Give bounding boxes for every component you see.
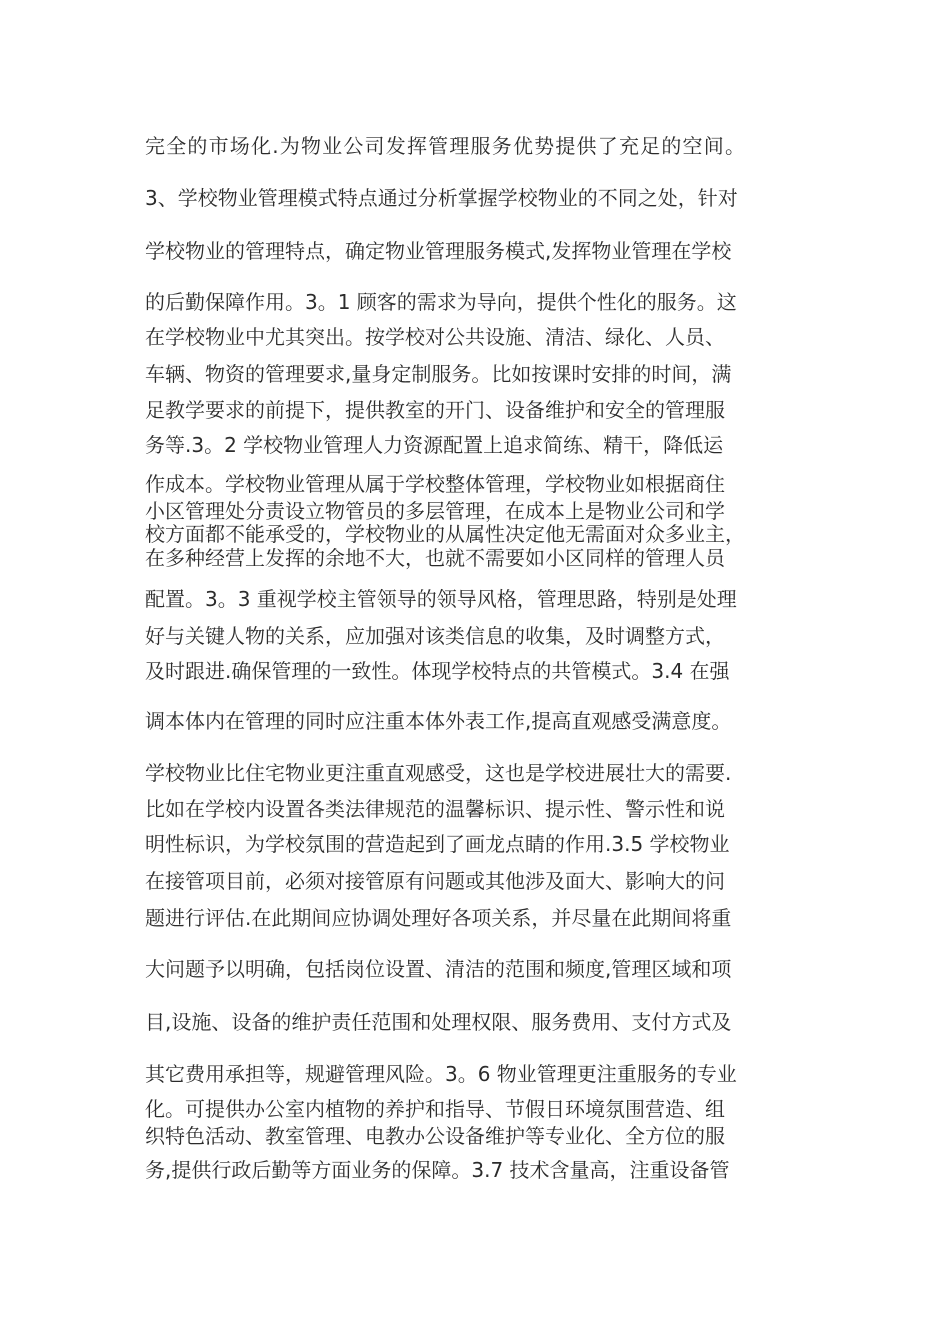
text-line: 在多种经营上发挥的余地不大，也就不需要如小区同样的管理人员 [145,546,725,570]
text-line: 明性标识，为学校氛围的营造起到了画龙点睛的作用.3.5 学校物业 [145,832,730,856]
text-line: 调本体内在管理的同时应注重本体外表工作,提高直观感受满意度。 [145,709,732,733]
text-line: 配置。3。3 重视学校主管领导的领导风格，管理思路，特别是处理 [145,587,737,611]
text-line: 题进行评估.在此期间应协调处理好各项关系，并尽量在此期间将重 [145,906,732,930]
text-line: 3、学校物业管理模式特点通过分析掌握学校物业的不同之处，针对 [145,186,738,210]
text-line: 其它费用承担等，规避管理风险。3。6 物业管理更注重服务的专业 [145,1062,737,1086]
text-line: 完全的市场化.为物业公司发挥管理服务优势提供了充足的空间。 [145,134,747,158]
text-line: 及时跟进.确保管理的一致性。体现学校特点的共管模式。3.4 在强 [145,659,730,683]
text-line: 学校物业的管理特点，确定物业管理服务模式,发挥物业管理在学校 [145,239,732,263]
text-line: 织特色活动、教室管理、电教办公设备维护等专业化、全方位的服 [145,1124,725,1148]
text-line: 目,设施、设备的维护责任范围和处理权限、服务费用、支付方式及 [145,1010,732,1034]
text-line: 务等.3。2 学校物业管理人力资源配置上追求简练、精干，降低运 [145,433,724,457]
text-line: 校方面都不能承受的，学校物业的从属性决定他无需面对众多业主， [145,522,745,546]
text-line: 车辆、物资的管理要求,量身定制服务。比如按课时安排的时间，满 [145,362,732,386]
text-line: 好与关键人物的关系，应加强对该类信息的收集，及时调整方式， [145,624,725,648]
text-line: 比如在学校内设置各类法律规范的温馨标识、提示性、警示性和说 [145,797,725,821]
text-line: 化。可提供办公室内植物的养护和指导、节假日环境氛围营造、组 [145,1097,725,1121]
text-line: 学校物业比住宅物业更注重直观感受，这也是学校进展壮大的需要. [145,761,732,785]
text-line: 的后勤保障作用。3。1 顾客的需求为导向，提供个性化的服务。这 [145,290,737,314]
text-line: 大问题予以明确，包括岗位设置、清洁的范围和频度,管理区域和项 [145,957,732,981]
text-line: 在接管项目前，必须对接管原有问题或其他涉及面大、影响大的问 [145,869,725,893]
text-line: 小区管理处分责设立物管员的多层管理，在成本上是物业公司和学 [145,499,725,523]
text-line: 作成本。学校物业管理从属于学校整体管理，学校物业如根据商住 [145,472,725,496]
text-line: 务,提供行政后勤等方面业务的保障。3.7 技术含量高，注重设备管 [145,1158,730,1182]
text-line: 在学校物业中尤其突出。按学校对公共设施、清洁、绿化、人员、 [145,325,725,349]
text-line: 足教学要求的前提下，提供教室的开门、设备维护和安全的管理服 [145,398,725,422]
